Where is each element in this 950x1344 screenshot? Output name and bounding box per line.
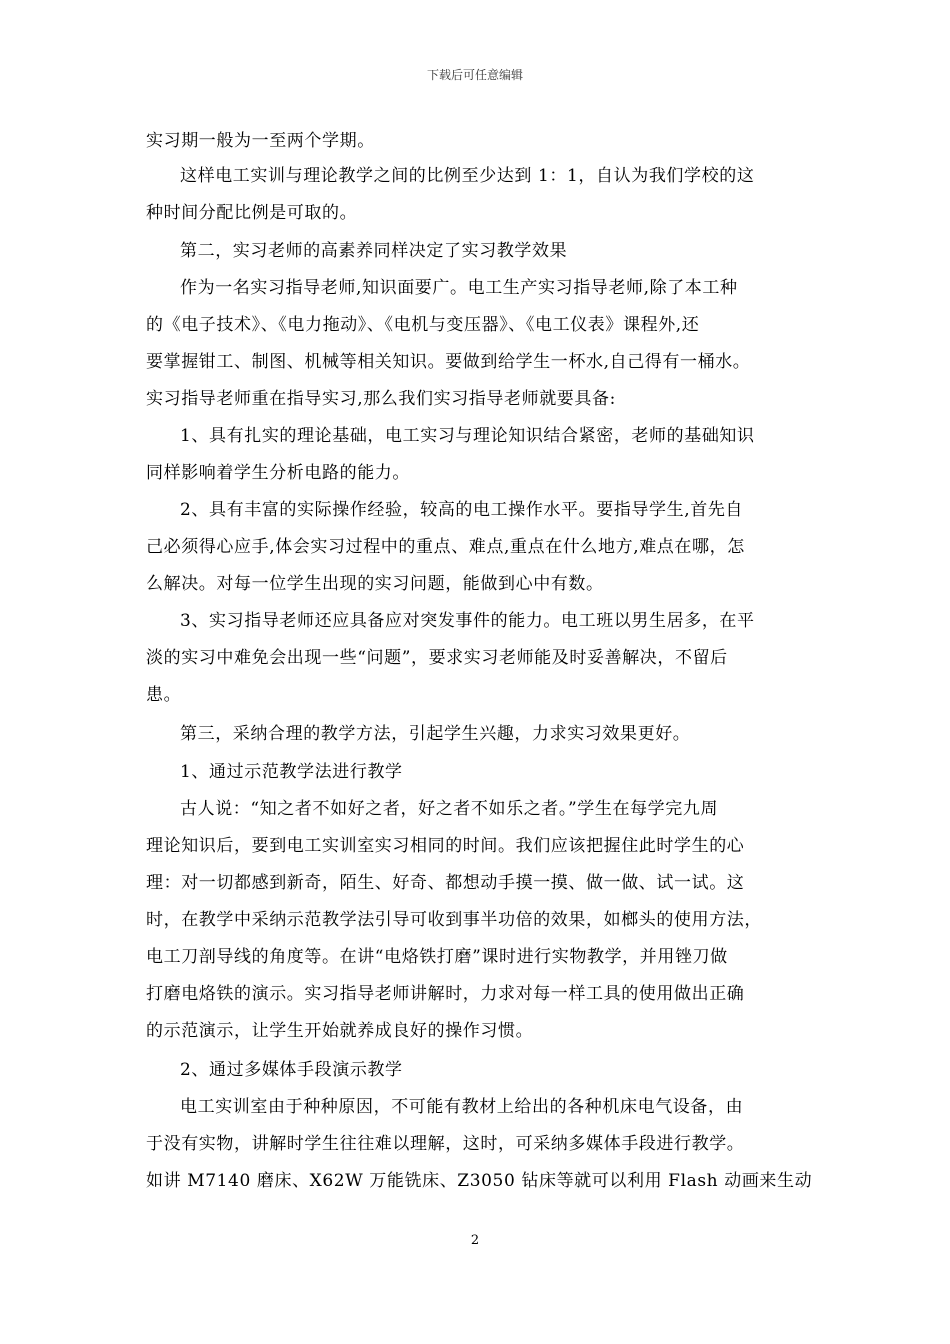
text-line: 实习指导老师重在指导实习,那么我们实习指导老师就要具备: [146,389,616,409]
text-line: 理论知识后，要到电工实训室实习相同的时间。我们应该把握住此时学生的心 [146,836,745,856]
text-line: 理：对一切都感到新奇，陌生、好奇、都想动手摸一摸、做一做、试一试。这 [146,873,745,893]
text-line: 么解决。对每一位学生出现的实习问题，能做到心中有数。 [146,574,604,594]
text-line: 实习期一般为一至两个学期。 [146,131,375,151]
text-line: 2、具有丰富的实际操作经验，较高的电工操作水平。要指导学生,首先自 [180,500,744,520]
text-line: 3、实习指导老师还应具备应对突发事件的能力。电工班以男生居多，在平 [180,611,755,631]
text-line: 这样电工实训与理论教学之间的比例至少达到 1：1，自认为我们学校的这 [180,166,755,186]
text-line: 要掌握钳工、制图、机械等相关知识。要做到给学生一杯水,自己得有一桶水。 [146,352,751,372]
text-line: 患。 [146,685,182,705]
page-number: 2 [470,1233,480,1248]
text-line: 电工实训室由于种种原因，不可能有教材上给出的各种机床电气设备，由 [180,1097,744,1117]
section-heading: 第三，采纳合理的教学方法，引起学生兴趣，力求实习效果更好。 [180,724,691,744]
page-header: 下载后可任意编辑 [426,68,523,82]
text-line: 古人说：“知之者不如好之者，好之者不如乐之者。”学生在每学完九周 [180,799,719,819]
section-heading: 第二，实习老师的高素养同样决定了实习教学效果 [180,241,568,261]
text-line: 时，在教学中采纳示范教学法引导可收到事半功倍的效果，如榔头的使用方法， [146,910,762,930]
text-line: 作为一名实习指导老师,知识面要广。电工生产实习指导老师,除了本工种 [180,278,738,298]
subsection-heading: 2、通过多媒体手段演示教学 [180,1060,403,1080]
text-line: 己必须得心应手,体会实习过程中的重点、难点,重点在什么地方,难点在哪，怎 [146,537,745,557]
text-line: 打磨电烙铁的演示。实习指导老师讲解时，力求对每一样工具的使用做出正确 [146,984,745,1004]
text-line: 电工刀剖导线的角度等。在讲“电烙铁打磨”课时进行实物教学，并用锉刀做 [146,947,728,967]
subsection-heading: 1、通过示范教学法进行教学 [180,762,403,782]
text-line: 种时间分配比例是可取的。 [146,203,358,223]
text-line: 于没有实物，讲解时学生往往难以理解，这时，可采纳多媒体手段进行教学。 [146,1134,745,1154]
text-line: 如讲 M7140 磨床、X62W 万能铣床、Z3050 钻床等就可以利用 Flash 动画来生动 [146,1171,813,1191]
text-line: 的《电子技术》、《电力拖动》、《电机与变压器》、《电工仪表》课程外,还 [146,315,700,335]
text-line: 的示范演示，让学生开始就养成良好的操作习惯。 [146,1021,534,1041]
text-line: 淡的实习中难免会出现一些“问题”，要求实习老师能及时妥善解决，不留后 [146,648,728,668]
text-line: 1、具有扎实的理论基础，电工实习与理论知识结合紧密，老师的基础知识 [180,426,755,446]
text-line: 同样影响着学生分析电路的能力。 [146,463,410,483]
